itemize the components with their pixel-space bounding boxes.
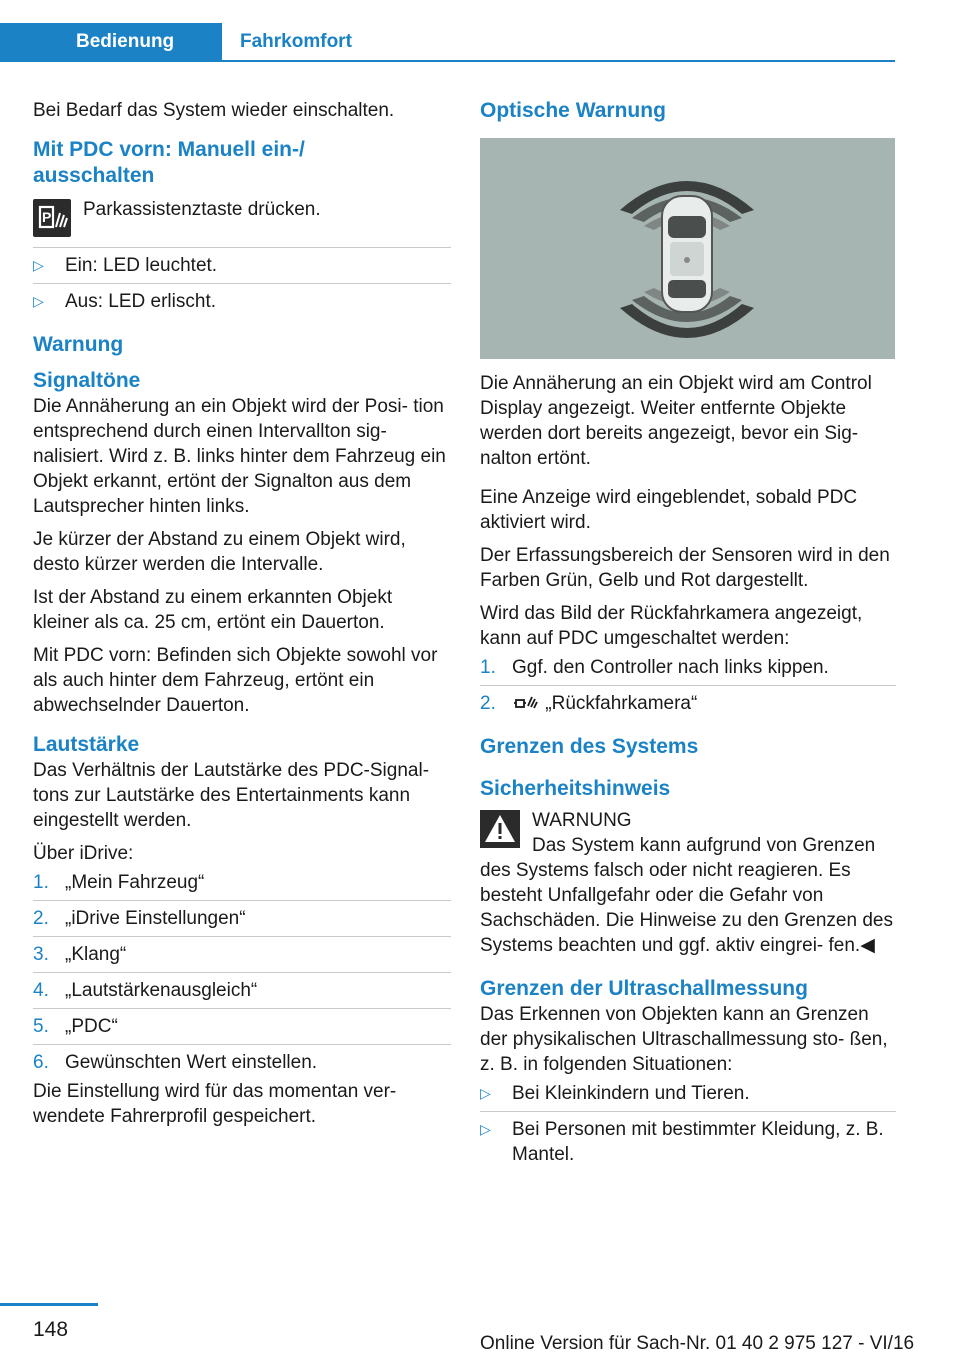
list-item: ▷ Bei Kleinkindern und Tieren.: [480, 1083, 750, 1104]
signal-paragraph: Mit PDC vorn: Befinden sich Objekte sowohl vor als auch hinter dem Fahrzeug, ertönt ein abwechselnder Dauerton.: [33, 645, 438, 716]
divider: [33, 1044, 451, 1045]
left-column: [33, 98, 451, 1137]
divider: [33, 1008, 451, 1009]
header-rule: [0, 60, 895, 62]
tab-bedienung[interactable]: Bedienung: [0, 23, 222, 61]
list-item: 4. „Lautstärkenausgleich“: [33, 980, 258, 1001]
warning-label: WARNUNG: [532, 810, 632, 831]
divider: [33, 247, 451, 248]
volume-paragraph: Über iDrive:: [33, 843, 134, 864]
list-item: 2. „iDrive Einstellungen“: [33, 908, 246, 929]
pdc-display-figure: [480, 138, 895, 359]
bullet-icon: ▷: [480, 1121, 491, 1137]
parking-assist-button-icon: [33, 199, 71, 237]
warning-heading: Warnung: [33, 333, 124, 356]
footer-version-text: Online Version für Sach-Nr. 01 40 2 975 127 - VI/16: [480, 1333, 915, 1354]
list-item: 5. „PDC“: [33, 1016, 118, 1037]
list-item: 1. Ggf. den Controller nach links kippen.: [480, 657, 829, 678]
list-item: 1. „Mein Fahrzeug“: [33, 872, 205, 893]
bullet-icon: ▷: [33, 293, 44, 309]
optic-steps: [480, 655, 896, 716]
divider: [33, 900, 451, 901]
optic-paragraph: Eine Anzeige wird eingeblendet, sobald PDC aktiviert wird.: [480, 487, 858, 533]
list-item: ▷ Ein: LED leuchtet.: [33, 255, 218, 276]
volume-paragraph: Das Verhältnis der Lautstärke des PDC-Signal‐ tons zur Lautstärke des Entertainments kann eingestellt werden.: [33, 760, 430, 831]
optic-heading: Optische Warnung: [480, 99, 666, 122]
volume-heading: Lautstärke: [33, 733, 140, 756]
list-item: ▷ Aus: LED erlischt.: [33, 291, 216, 312]
optic-paragraph: Der Erfassungsbereich der Sensoren wird in den Farben Grün, Gelb und Rot dargestellt.: [480, 545, 890, 591]
signal-paragraph: Die Annäherung an ein Objekt wird der Posi‐ tion entsprechend durch einen Intervallton sig‐ nalisiert. Wird z. B. links hinter dem Fahrzeug ein Objekt erkannt, ertönt der Signalton aus dem Lautsprecher hinten links.: [33, 396, 446, 517]
chapter-tabs: [0, 23, 362, 61]
ultra-list: [480, 1081, 896, 1167]
list-item: 6. Gewünschten Wert einstellen.: [33, 1052, 318, 1073]
divider: [480, 685, 896, 686]
pdc-instruction-text: Parkassistenztaste drücken.: [83, 199, 321, 220]
footer-rule: [0, 1303, 98, 1306]
signal-heading: Signaltöne: [33, 369, 141, 392]
divider: [480, 1111, 896, 1112]
divider: [33, 283, 451, 284]
intro-text: Bei Bedarf das System wieder einschalten.: [33, 100, 395, 121]
divider: [33, 936, 451, 937]
ultra-heading: Grenzen der Ultraschallmessung: [480, 977, 808, 1000]
bullet-icon: ▷: [480, 1085, 491, 1101]
svg-text:P: P: [42, 209, 52, 225]
pdc-list: [33, 253, 451, 314]
volume-paragraph: Die Einstellung wird für das momentan ver‐ wendete Fahrerprofil gespeichert.: [33, 1081, 397, 1127]
pdc-display-car-icon: [480, 138, 895, 359]
signal-paragraph: Ist der Abstand zu einem erkannten Objekt kleiner als ca. 25 cm, ertönt ein Dauerton.: [33, 587, 393, 633]
right-column: [480, 98, 896, 1167]
warning-text: Das System kann aufgrund von Grenzen des Systems falsch oder nicht reagieren. Es besteht Unfallgefahr oder die Gefahr von Sachschäden. Die Hinweise zu den Grenzen des Systems beachten und ggf. aktiv eingrei‐ fen.◀: [480, 835, 893, 956]
list-item: 3. „Klang“: [33, 944, 127, 965]
page-number: 148: [33, 1318, 69, 1341]
optic-paragraph: Die Annäherung an ein Objekt wird am Control Display angezeigt. Weiter entfernte Objekte werden dort bereits angezeigt, bevor ein Sig‐ nalton ertönt.: [480, 373, 872, 469]
limits-heading: Grenzen des Systems: [480, 735, 699, 758]
tab-fahrkomfort[interactable]: Fahrkomfort: [240, 31, 352, 52]
optic-paragraph: Wird das Bild der Rückfahrkamera angezeigt, kann auf PDC umgeschaltet werden:: [480, 603, 863, 649]
divider: [33, 972, 451, 973]
pdc-instruction: [33, 197, 451, 237]
safety-heading: Sicherheitshinweis: [480, 777, 671, 800]
pdc-heading: Mit PDC vorn: Manuell ein-/ ausschalten: [33, 138, 305, 187]
bullet-icon: ▷: [33, 257, 44, 273]
volume-steps: [33, 870, 451, 1075]
signal-paragraph: Je kürzer der Abstand zu einem Objekt wird, desto kürzer werden die Intervalle.: [33, 529, 406, 575]
pdc-symbol-icon: [512, 692, 540, 712]
list-item: 2. „Rückfahrkamera“: [480, 693, 698, 714]
warning-block: [480, 808, 896, 958]
list-item: ▷ Bei Personen mit bestimmter Kleidung, z. B. Mantel.: [480, 1119, 884, 1165]
warning-triangle-icon: [480, 810, 520, 848]
ultra-paragraph: Das Erkennen von Objekten kann an Grenzen der physikalischen Ultraschallmessung sto‐ ßen, z. B. in folgenden Situationen:: [480, 1004, 888, 1075]
